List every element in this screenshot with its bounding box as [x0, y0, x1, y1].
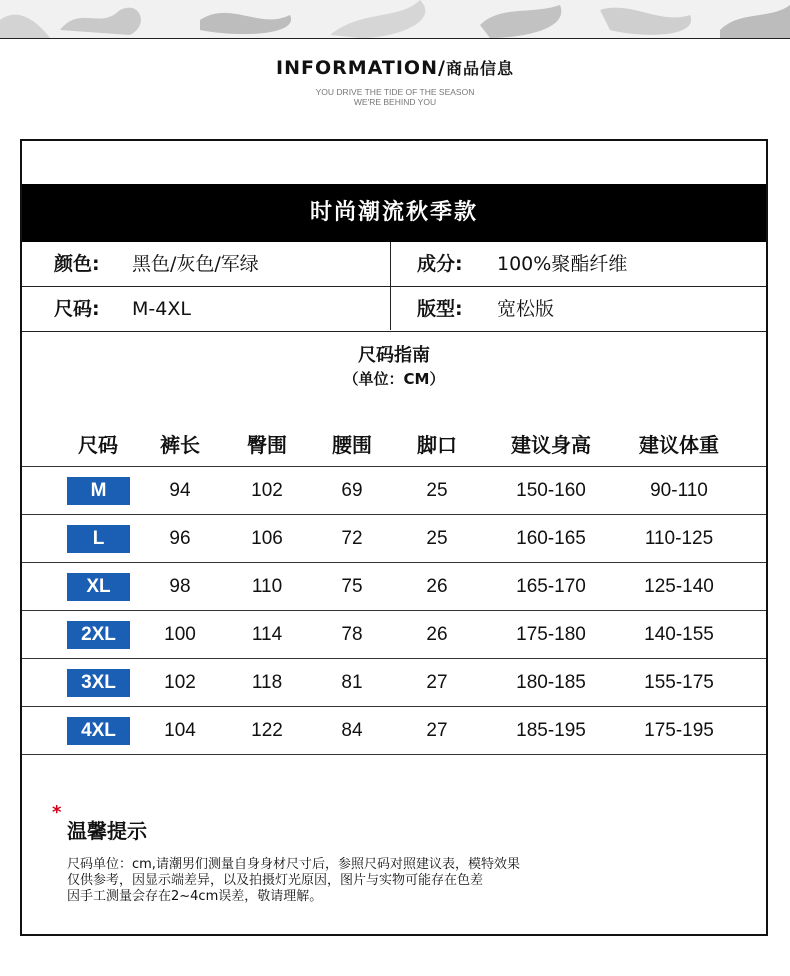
table-row	[22, 706, 766, 755]
cell-waist: 84	[341, 720, 363, 741]
cell-weight: 110-125	[644, 528, 714, 549]
size-badge: XL	[67, 573, 130, 601]
size-value: M-4XL	[132, 298, 191, 320]
cell-hip: 106	[251, 528, 283, 549]
subtitle-line-2: WE'RE BEHIND YOU	[353, 97, 437, 107]
cell-hem: 25	[426, 528, 448, 549]
header-hip: 臀围	[247, 433, 287, 457]
cell-hip: 122	[251, 720, 283, 741]
cell-hip: 102	[251, 480, 283, 501]
table-row	[22, 466, 766, 515]
info-divider	[390, 242, 391, 330]
cell-hip: 114	[251, 624, 283, 645]
table-bottom-line	[22, 754, 766, 755]
subtitle-line-1: YOU DRIVE THE TIDE OF THE SEASON	[315, 87, 475, 97]
cell-height: 175-180	[516, 624, 586, 645]
cell-waist: 78	[341, 624, 363, 645]
title-separator: /	[437, 57, 446, 79]
material-value: 100%聚酯纤维	[497, 253, 628, 275]
section-title	[0, 56, 790, 79]
cell-length: 102	[164, 672, 196, 693]
section-subtitle	[0, 87, 790, 107]
header-hem: 脚口	[417, 433, 457, 457]
size-table-header	[22, 429, 766, 465]
size-badge: 3XL	[67, 669, 130, 697]
cell-hem: 26	[426, 576, 448, 597]
cell-length: 104	[164, 720, 196, 741]
fit-label: 版型:	[417, 298, 463, 320]
table-row	[22, 514, 766, 563]
cell-height: 185-195	[516, 720, 586, 741]
size-badge: 2XL	[67, 621, 130, 649]
cell-hem: 26	[426, 624, 448, 645]
header-length: 裤长	[160, 433, 200, 457]
tips-line-3: 因手工测量会存在2~4cm误差，敬请理解。	[67, 889, 323, 904]
cell-waist: 81	[341, 672, 363, 693]
product-name-bar: 时尚潮流秋季款	[22, 184, 766, 242]
size-badge: 4XL	[67, 717, 130, 745]
cell-length: 98	[169, 576, 191, 597]
header-waist: 腰围	[332, 433, 372, 457]
cell-height: 150-160	[516, 480, 586, 501]
cell-hem: 25	[426, 480, 448, 501]
info-row-color-material	[22, 242, 766, 287]
cell-height: 160-165	[516, 528, 586, 549]
asterisk-icon: *	[52, 802, 62, 823]
color-value: 黑色/灰色/军绿	[132, 253, 259, 275]
size-label: 尺码:	[54, 298, 100, 320]
cell-weight: 125-140	[644, 576, 714, 597]
cell-length: 96	[169, 528, 191, 549]
cell-waist: 69	[341, 480, 363, 501]
camo-pattern	[0, 0, 790, 38]
cell-length: 100	[164, 624, 196, 645]
color-label: 颜色:	[54, 253, 100, 275]
cell-weight: 90-110	[650, 480, 708, 501]
header-weight: 建议体重	[639, 433, 719, 457]
tips-text	[67, 857, 707, 905]
cell-weight: 155-175	[644, 672, 714, 693]
cell-weight: 140-155	[644, 624, 714, 645]
title-cn: 商品信息	[445, 59, 514, 78]
tips-line-1: 尺码单位：cm,请潮男们测量自身身材尺寸后，参照尺码对照建议表，模特效果	[67, 857, 520, 872]
title-en: INFORMATION	[276, 57, 438, 79]
tips-line-2: 仅供参考，因显示端差异，以及拍摄灯光原因，图片与实物可能存在色差	[67, 873, 484, 888]
table-row	[22, 658, 766, 707]
cell-waist: 75	[341, 576, 363, 597]
size-badge: M	[67, 477, 130, 505]
table-row	[22, 610, 766, 659]
size-guide-title: 尺码指南	[358, 345, 430, 366]
product-info-card	[20, 139, 768, 936]
cell-weight: 175-195	[644, 720, 714, 741]
cell-waist: 72	[341, 528, 363, 549]
info-row-size-fit	[22, 287, 766, 332]
cell-hip: 110	[251, 576, 283, 597]
cell-hip: 118	[251, 672, 283, 693]
cell-height: 180-185	[516, 672, 586, 693]
cell-hem: 27	[426, 720, 448, 741]
size-guide-unit: （单位：CM）	[343, 370, 445, 388]
cell-length: 94	[169, 480, 191, 501]
camo-banner	[0, 0, 790, 39]
size-badge: L	[67, 525, 130, 553]
cell-height: 165-170	[516, 576, 586, 597]
table-row	[22, 562, 766, 611]
cell-hem: 27	[426, 672, 448, 693]
fit-value: 宽松版	[497, 298, 555, 320]
header-size: 尺码	[78, 433, 118, 457]
tips-title: 温馨提示	[67, 819, 147, 843]
header-height: 建议身高	[511, 433, 591, 457]
material-label: 成分:	[417, 253, 463, 275]
